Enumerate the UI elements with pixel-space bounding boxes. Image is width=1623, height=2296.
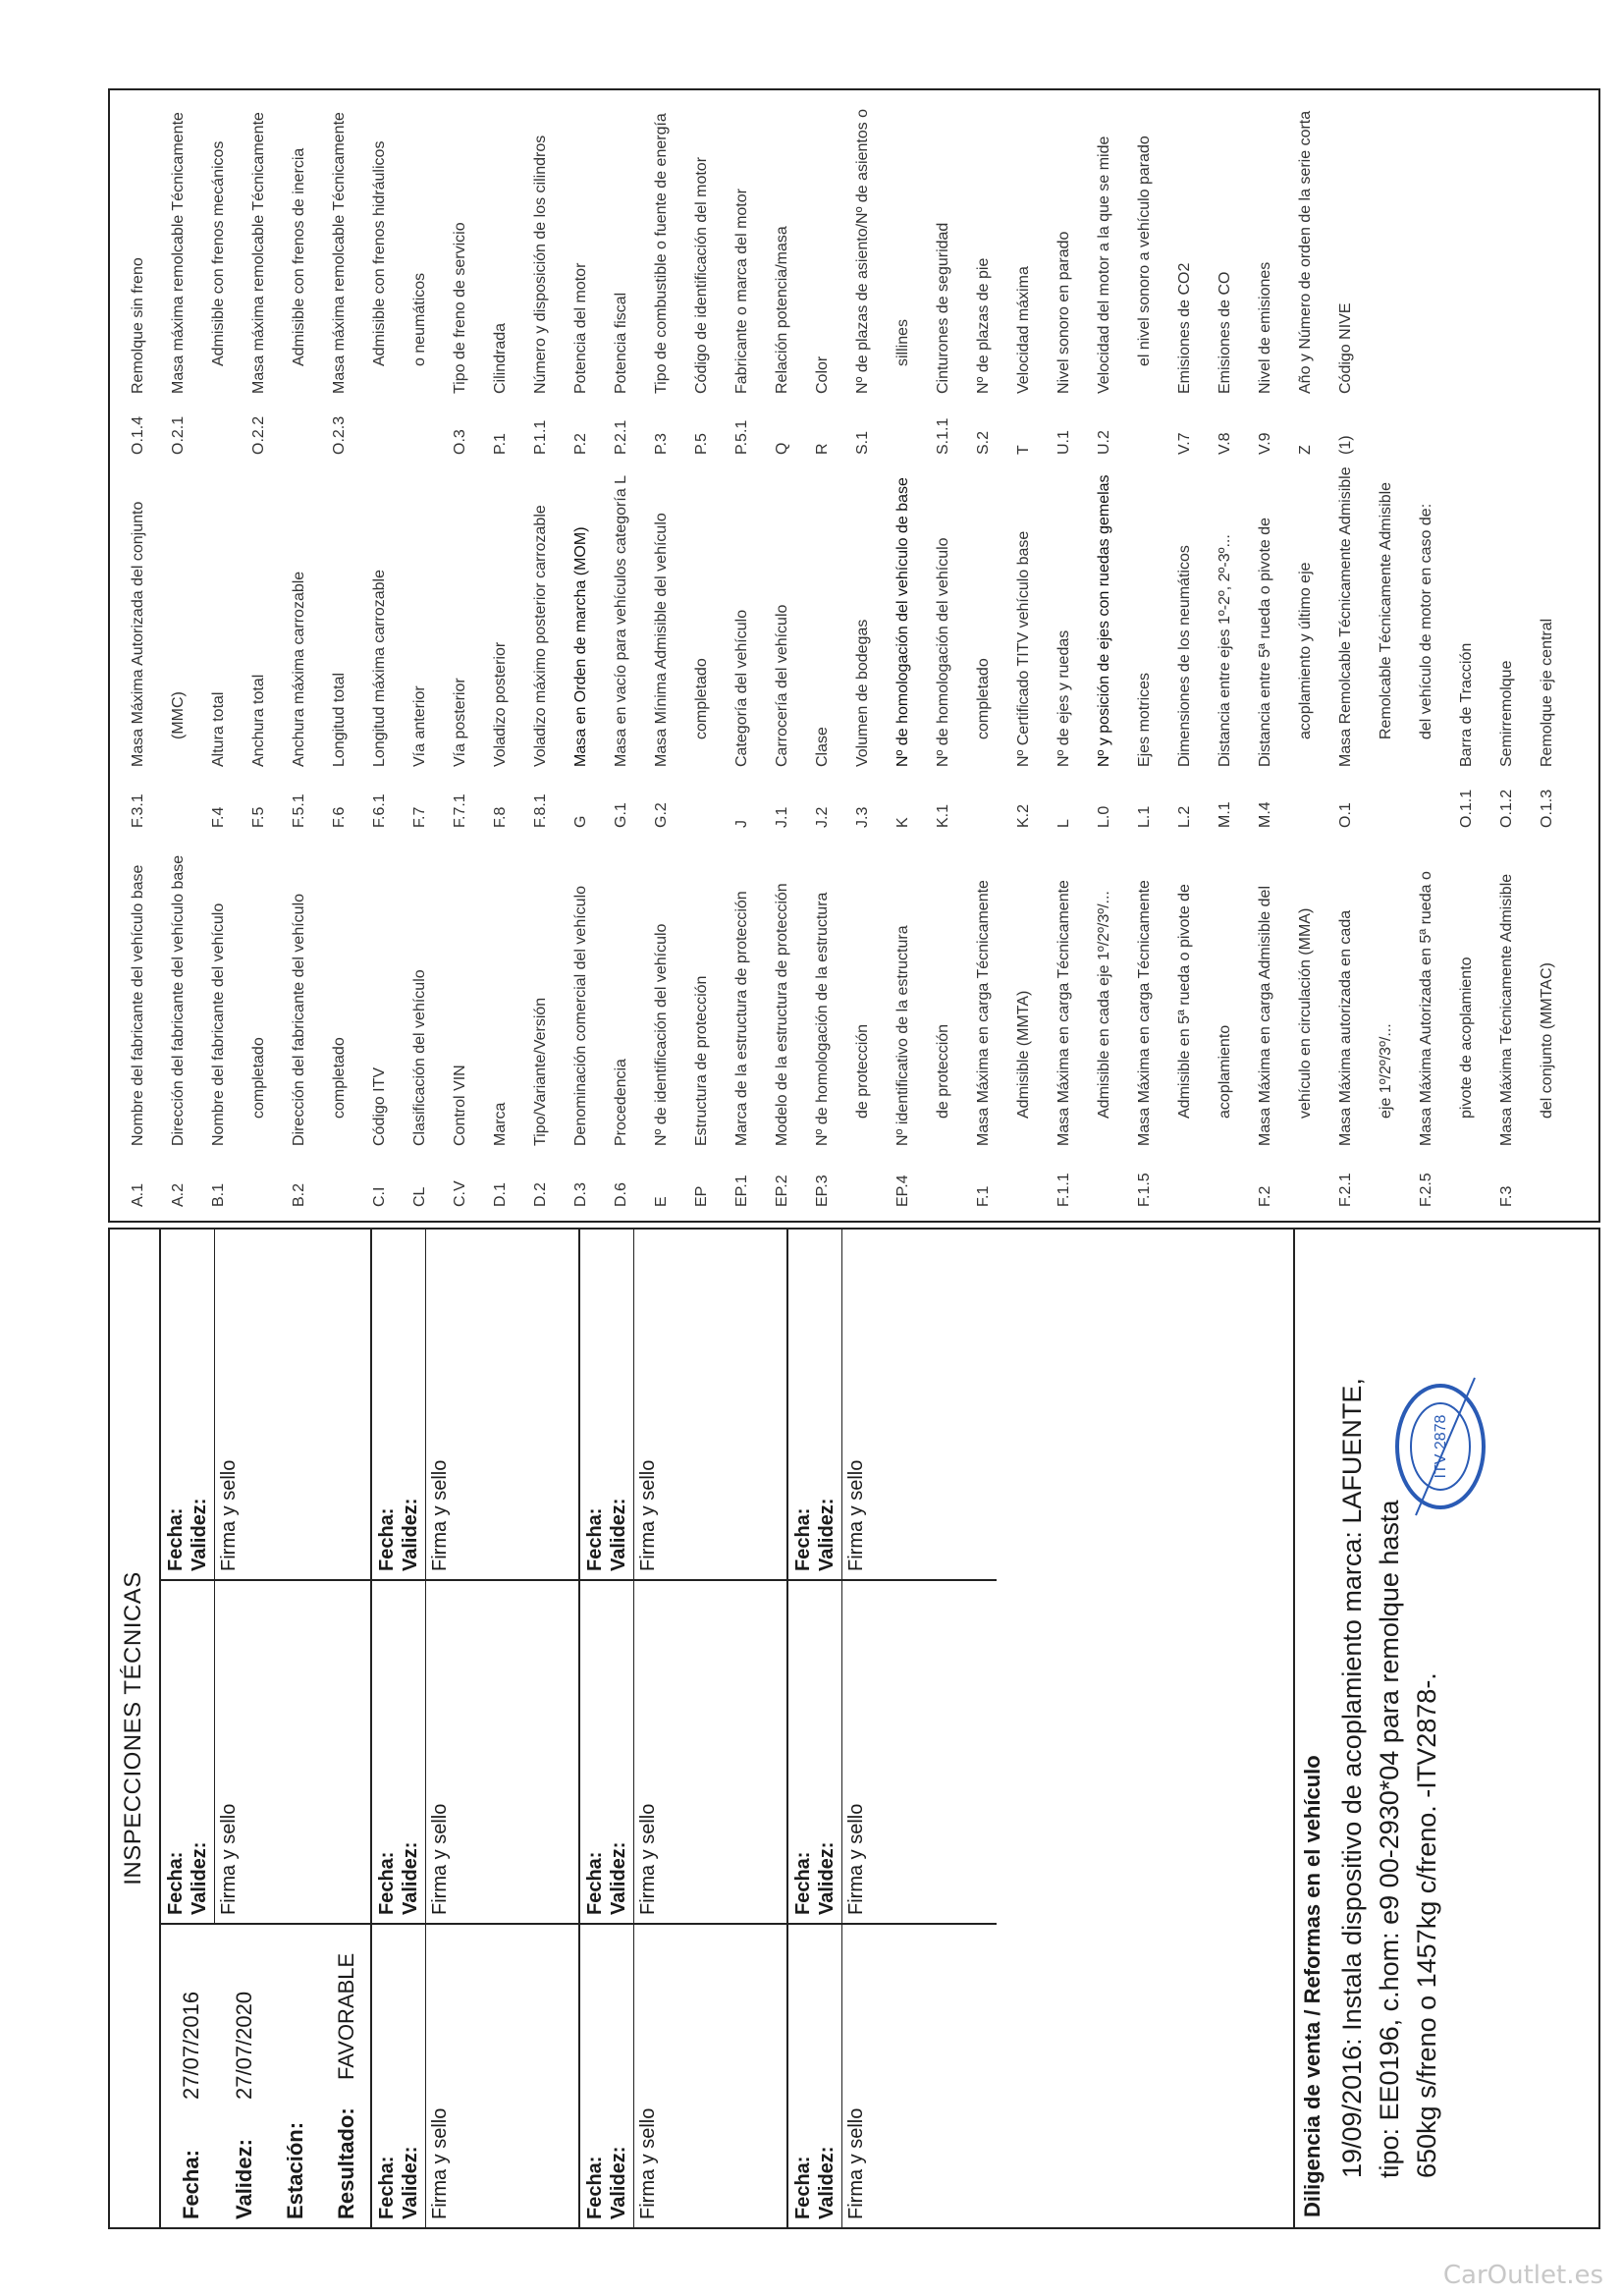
code-id: G.1 — [613, 802, 629, 828]
code-id: C.V — [452, 1180, 468, 1207]
code-id: F.2 — [1257, 1185, 1273, 1207]
code-label: Admisible con frenos hidráulicos — [371, 140, 388, 366]
code-id: F.1.1 — [1055, 1173, 1072, 1207]
code-id: F.3 — [1498, 1185, 1515, 1207]
diligencia-title: Diligencia de venta / Reformas en el vehículo — [1300, 1755, 1325, 2217]
code-label: Modelo de la estructura de protección — [774, 883, 790, 1146]
code-label: Masa Máxima en carga Técnicamente — [1136, 880, 1153, 1146]
code-label: Volumen de bodegas — [854, 619, 871, 767]
code-id: A.2 — [170, 1182, 187, 1207]
code-id: F.2.1 — [1337, 1173, 1354, 1207]
code-id: T — [1015, 445, 1032, 455]
code-label: Masa en Orden de marcha (MOM) — [572, 526, 589, 767]
code-label: Nº de homologación de la estructura — [814, 892, 831, 1146]
code-label: Voladizo posterior — [492, 641, 509, 767]
code-id: F.4 — [210, 806, 227, 828]
diligencia-text: 19/09/2016: Instala dispositivo de acoplamiento marca: LAFUENTE, tipo: EE0196, c.hom: e9 00-2930*04 para remolque hasta 650kg s/freno o 1457kg c/freno. -ITV2878-. — [1337, 1378, 1441, 2178]
code-label: Admisible (MMTA) — [1015, 990, 1032, 1119]
code-id: V.9 — [1257, 432, 1273, 455]
code-id: V.7 — [1176, 432, 1193, 455]
code-label: Nº de identificación del vehículo — [653, 923, 670, 1146]
code-label: Longitud total — [331, 672, 348, 767]
code-id: O.1.3 — [1539, 789, 1555, 828]
code-id: M.1 — [1217, 801, 1233, 828]
code-label: el nivel sonoro a vehículo parado — [1136, 136, 1153, 366]
code-label: Anchura total — [250, 674, 267, 767]
code-id: F.7.1 — [452, 793, 468, 828]
code-label: o neumáticos — [411, 272, 428, 366]
code-label: Emisiones de CO2 — [1176, 262, 1193, 394]
inspection-cell-2: Fecha: Validez: Firma y sello — [161, 1579, 372, 1923]
code-label: Barra de Tracción — [1458, 642, 1475, 767]
code-id: L — [1055, 819, 1072, 828]
code-label: Nº de plazas de pie — [975, 257, 992, 394]
code-label: Nº de plazas de asiento/Nº de asientos o — [854, 108, 871, 394]
code-label: Tipo/Variante/Versión — [532, 997, 549, 1146]
code-label: vehículo en circulación (MMA) — [1297, 907, 1314, 1119]
code-label: Voladizo máximo posterior carrozable — [532, 505, 549, 767]
code-id: B.2 — [291, 1182, 307, 1207]
code-label: Admisible en 5ª rueda o pivote de — [1176, 884, 1193, 1119]
code-id: L.1 — [1136, 805, 1153, 828]
code-label: Nombre del fabricante del vehículo base — [130, 864, 146, 1146]
code-label: Masa en vacío para vehículos categoría L — [613, 474, 629, 767]
itv-stamp-icon — [1386, 1373, 1494, 1520]
code-label: Nº identificativo de la estructura — [894, 925, 911, 1146]
code-label: de protección — [935, 1023, 951, 1119]
code-id: M.4 — [1257, 801, 1273, 828]
code-id: O.3 — [452, 429, 468, 455]
codes-panel — [108, 88, 1600, 1223]
code-label: Masa Máxima en carga Técnicamente — [1055, 880, 1072, 1146]
code-label: Potencia fiscal — [613, 292, 629, 394]
code-id: F.7 — [411, 806, 428, 828]
code-label: Nº de homologación del vehículo de base — [894, 477, 911, 767]
code-label: Fabricante o marca del motor — [733, 189, 750, 394]
rotated-document — [108, 88, 1600, 2229]
code-label: Denominación comercial del vehículo — [572, 885, 589, 1146]
inspection-row-2: Fecha: Validez: Firma y sello Fecha: Validez: Firma y sello Fecha: Validez: Firma y sello — [370, 1230, 580, 2227]
code-id: U.1 — [1055, 430, 1072, 455]
code-label: Altura total — [210, 691, 227, 767]
inspection-row-1 — [159, 1230, 372, 2227]
code-id: J.3 — [854, 806, 871, 828]
code-label: Nombre del fabricante del vehículo — [210, 902, 227, 1146]
code-id: P.2 — [572, 433, 589, 455]
code-id: P.1.1 — [532, 419, 549, 455]
inspecciones-title: INSPECCIONES TÉCNICAS — [120, 1571, 146, 1886]
code-label: de protección — [854, 1023, 871, 1119]
code-label: Anchura máxima carrozable — [291, 571, 307, 767]
code-label: Masa Mínima Admisible del vehículo — [653, 513, 670, 767]
code-label: Masa Remolcable Técnicamente Admisible — [1337, 466, 1354, 767]
code-label: Nivel de emisiones — [1257, 261, 1273, 394]
code-id: CL — [411, 1186, 428, 1207]
code-label: Color — [814, 355, 831, 394]
code-label: Cinturones de seguridad — [935, 222, 951, 394]
code-label: Admisible con frenos de inercia — [291, 147, 307, 366]
code-label: Masa Máxima autorizada en cada — [1337, 909, 1354, 1146]
code-label: (MMC) — [170, 691, 187, 739]
code-label: acoplamiento y último eje — [1297, 562, 1314, 739]
code-id: O.1.2 — [1498, 789, 1515, 828]
code-label: Distancia entre 5ª rueda o pivote de — [1257, 517, 1273, 767]
code-label: del conjunto (MMTAC) — [1539, 962, 1555, 1119]
code-id: Q — [774, 442, 790, 455]
first-validez-value: 27/07/2020 — [232, 1991, 256, 2100]
code-label: Nº y posición de ejes con ruedas gemelas — [1096, 474, 1112, 767]
code-id: K.1 — [935, 803, 951, 828]
code-id: F.5.1 — [291, 793, 307, 828]
code-label: Clasificación del vehículo — [411, 969, 428, 1146]
code-label: Vía posterior — [452, 678, 468, 767]
code-id: C.I — [371, 1186, 388, 1207]
code-id: Z — [1297, 445, 1314, 455]
code-id: EP.1 — [733, 1175, 750, 1207]
code-label: Masa Máxima en carga Admisible del — [1257, 885, 1273, 1146]
code-label: Marca — [492, 1102, 509, 1146]
code-label: Masa Máxima Autorizada en 5ª rueda o — [1418, 871, 1434, 1146]
code-label: Semirremolque — [1498, 660, 1515, 767]
code-label: Admisible en cada eje 1º/2º/3º/... — [1096, 891, 1112, 1119]
code-label: Vía anterior — [411, 685, 428, 767]
code-id: V.8 — [1217, 432, 1233, 455]
code-id: F.8.1 — [532, 793, 549, 828]
code-id: EP.2 — [774, 1175, 790, 1207]
code-id: P.2.1 — [613, 419, 629, 455]
code-id: F.5 — [250, 806, 267, 828]
code-label: Masa máxima remolcable Técnicamente — [331, 112, 348, 394]
code-id: D.6 — [613, 1182, 629, 1207]
code-id: R — [814, 443, 831, 455]
code-id: J — [733, 820, 750, 828]
code-label: completado — [250, 1037, 267, 1119]
code-label: Nº Certificado TITV vehículo base — [1015, 530, 1032, 767]
code-label: del vehículo de motor en caso de: — [1418, 503, 1434, 739]
inspection-cell-first: Fecha: 27/07/2016 Validez: 27/07/2020 Estación: Resultado: FAVORABLE — [161, 1923, 372, 2227]
code-id: EP.3 — [814, 1175, 831, 1207]
code-label: Marca de la estructura de protección — [733, 891, 750, 1146]
diligencia-divider — [1293, 1230, 1295, 2227]
inspection-row-4: Fecha: Validez: Firma y sello Fecha: Validez: Firma y sello Fecha: Validez: Firma y sello — [786, 1230, 997, 2227]
code-label: Masa Máxima Autorizada del conjunto — [130, 501, 146, 767]
code-label: Categoría del vehículo — [733, 609, 750, 767]
code-label: Estructura de protección — [693, 975, 710, 1146]
code-label: Dimensiones de los neumáticos — [1176, 545, 1193, 767]
code-label: Número y disposición de los cilindros — [532, 135, 549, 394]
code-label: sillines — [894, 318, 911, 366]
code-id: O.1.1 — [1458, 789, 1475, 828]
code-id: J.1 — [774, 806, 790, 828]
code-label: Remolque sin freno — [130, 257, 146, 394]
code-label: Remolque eje central — [1539, 618, 1555, 767]
code-id: F.3.1 — [130, 793, 146, 828]
code-label: completado — [693, 658, 710, 739]
inspection-row-3: Fecha: Validez: Firma y sello Fecha: Validez: Firma y sello Fecha: Validez: Firma y sello — [578, 1230, 788, 2227]
inspection-cell-3: Fecha: Validez: Firma y sello — [161, 1230, 372, 1579]
code-label: Código de identificación del motor — [693, 156, 710, 394]
code-id: S.2 — [975, 430, 992, 455]
code-id: P.5 — [693, 433, 710, 455]
code-id: O.2.3 — [331, 415, 348, 455]
code-id: F.1 — [975, 1185, 992, 1207]
code-id: O.2.2 — [250, 415, 267, 455]
code-id: L.2 — [1176, 805, 1193, 828]
code-label: Admisible con frenos mecánicos — [210, 140, 227, 366]
code-id: L.0 — [1096, 805, 1112, 828]
code-label: eje 1º/2º/3º/... — [1378, 1023, 1394, 1119]
code-label: Carrocería del vehículo — [774, 604, 790, 767]
code-label: Masa máxima remolcable Técnicamente — [170, 112, 187, 394]
code-id: F.1.5 — [1136, 1173, 1153, 1207]
code-id: K — [894, 817, 911, 828]
code-id: S.1 — [854, 430, 871, 455]
code-label: Cilindrada — [492, 322, 509, 394]
code-id: F.8 — [492, 806, 509, 828]
code-label: Procedencia — [613, 1059, 629, 1146]
code-id: G — [572, 815, 589, 828]
code-label: Distancia entre ejes 1º-2º, 2º-3º... — [1217, 534, 1233, 767]
code-id: O.2.1 — [170, 415, 187, 455]
code-id: P.5.1 — [733, 419, 750, 455]
code-label: Nº de homologación del vehículo — [935, 537, 951, 767]
code-label: pivote de acoplamiento — [1458, 957, 1475, 1119]
code-label: Longitud máxima carrozable — [371, 570, 388, 767]
code-label: completado — [975, 658, 992, 739]
code-id: A.1 — [130, 1182, 146, 1207]
inspecciones-panel — [108, 1228, 1600, 2229]
code-label: Código ITV — [371, 1066, 388, 1146]
code-label: Velocidad máxima — [1015, 266, 1032, 394]
code-label: Potencia del motor — [572, 262, 589, 394]
code-id: E — [653, 1196, 670, 1207]
code-id: D.3 — [572, 1182, 589, 1207]
code-label: completado — [331, 1037, 348, 1119]
code-id: EP — [693, 1185, 710, 1207]
code-label: Nº de ejes y ruedas — [1055, 629, 1072, 767]
code-label: Clase — [814, 727, 831, 767]
first-resultado-value: FAVORABLE — [334, 1952, 358, 2080]
code-id: S.1.1 — [935, 417, 951, 455]
code-label: Tipo de freno de servicio — [452, 222, 468, 394]
code-id: F.2.5 — [1418, 1173, 1434, 1207]
code-id: P.1 — [492, 433, 509, 455]
code-label: Tipo de combustible o fuente de energía — [653, 113, 670, 394]
code-id: D.1 — [492, 1182, 509, 1207]
watermark: CarOutlet.es — [1442, 2261, 1603, 2290]
first-fecha-value: 27/07/2016 — [179, 1991, 203, 2100]
code-label: acoplamiento — [1217, 1024, 1233, 1119]
code-id: P.3 — [653, 433, 670, 455]
code-id: G.2 — [653, 802, 670, 828]
code-id: O.1 — [1337, 802, 1354, 828]
code-label: Masa Máxima Técnicamente Admisible — [1498, 873, 1515, 1146]
code-id: EP.4 — [894, 1175, 911, 1207]
code-id: (1) — [1337, 435, 1354, 455]
code-label: Dirección del fabricante del vehículo — [291, 893, 307, 1146]
code-id: K.2 — [1015, 803, 1032, 828]
code-id: J.2 — [814, 806, 831, 828]
code-label: Remolcable Técnicamente Admisible — [1378, 481, 1394, 739]
code-label: Código NIVE — [1337, 302, 1354, 394]
code-id: F.6 — [331, 806, 348, 828]
code-label: Control VIN — [452, 1065, 468, 1146]
stamp-text: ITV 2878 — [1433, 1414, 1449, 1479]
code-label: Relación potencia/masa — [774, 226, 790, 394]
code-label: Velocidad del motor a la que se mide — [1096, 136, 1112, 394]
code-label: Año y Número de orden de la serie corta — [1297, 110, 1314, 394]
code-id: U.2 — [1096, 430, 1112, 455]
code-label: Nivel sonoro en parado — [1055, 231, 1072, 394]
code-label: Emisiones de CO — [1217, 271, 1233, 394]
code-label: Masa Máxima en carga Técnicamente — [975, 880, 992, 1146]
code-label: Masa máxima remolcable Técnicamente — [250, 112, 267, 394]
code-label: Ejes motrices — [1136, 672, 1153, 767]
code-id: F.6.1 — [371, 793, 388, 828]
code-id: D.2 — [532, 1182, 549, 1207]
code-id: B.1 — [210, 1182, 227, 1207]
code-label: Dirección del fabricante del vehículo base — [170, 854, 187, 1146]
code-id: O.1.4 — [130, 415, 146, 455]
